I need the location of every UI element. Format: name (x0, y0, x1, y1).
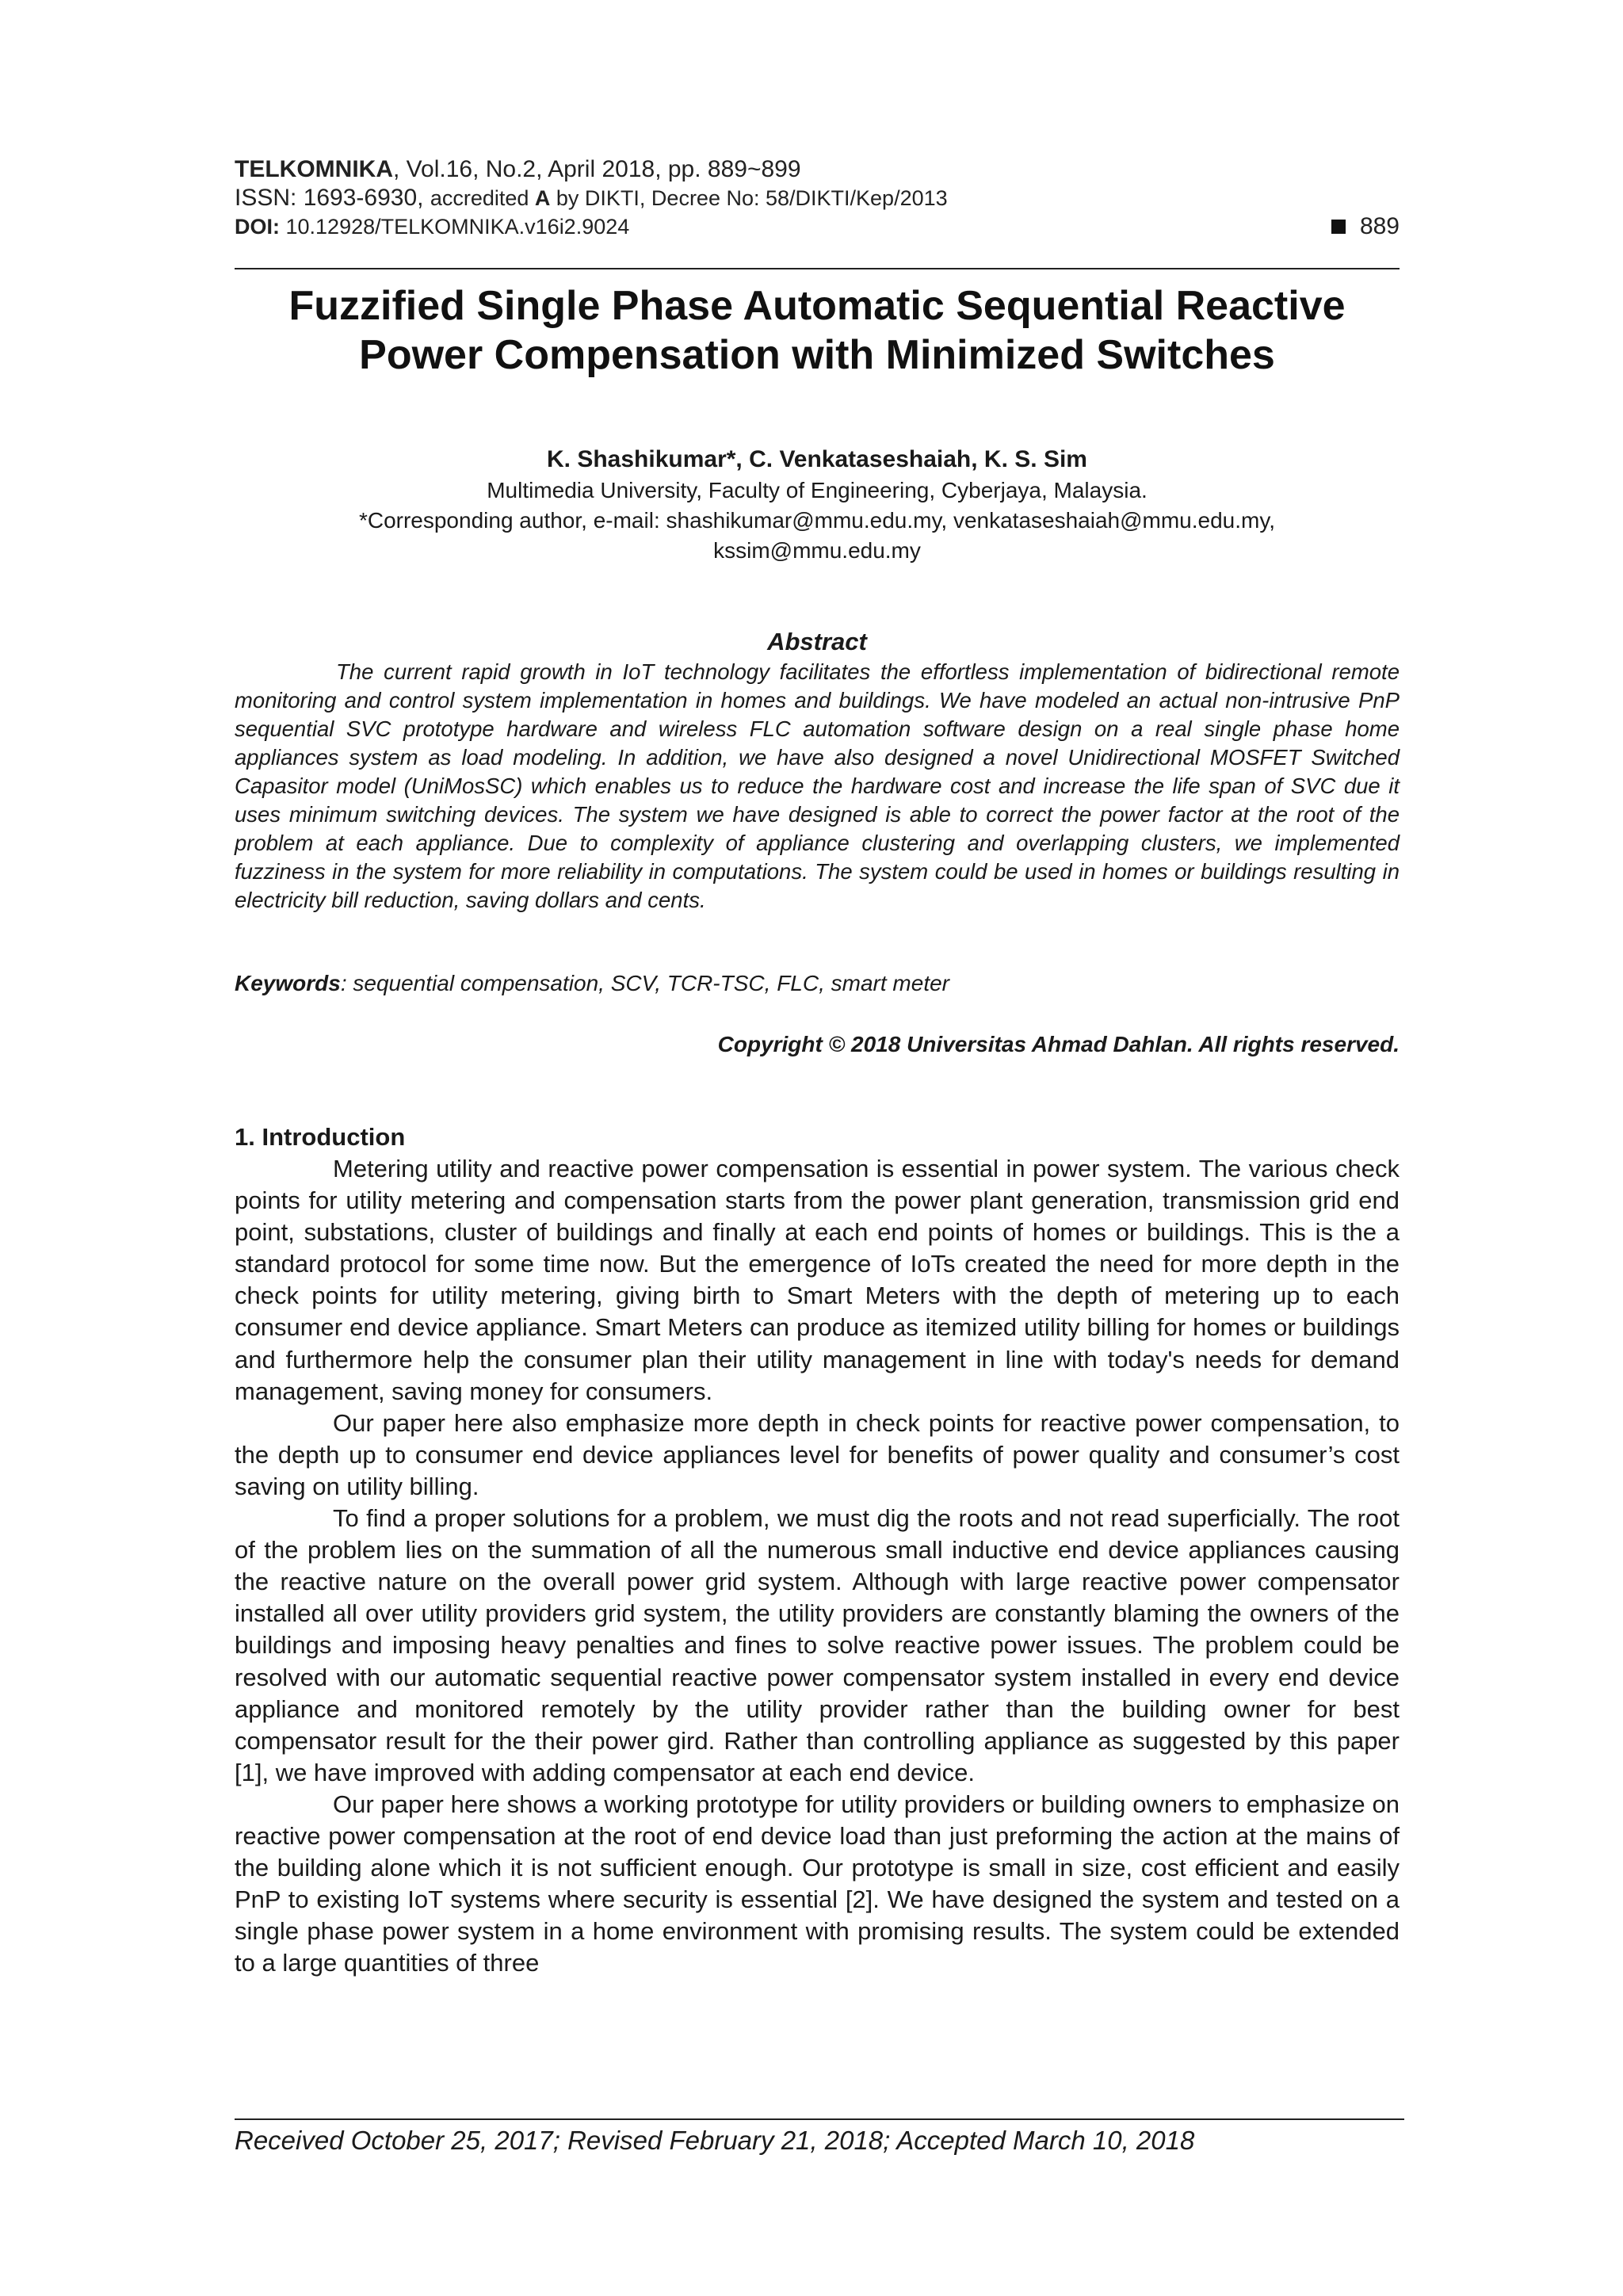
submission-dates: Received October 25, 2017; Revised February 21, 2018; Accepted March 10, 2018 (235, 2126, 1195, 2155)
copyright-notice: Copyright © 2018 Universitas Ahmad Dahlan. All rights reserved. (717, 1032, 1400, 1056)
square-bullet-icon (1331, 220, 1346, 234)
introduction-body (235, 1153, 1400, 1979)
keywords (235, 969, 1400, 998)
decree-text: by DIKTI, Decree No: 58/DIKTI/Kep/2013 (550, 186, 948, 210)
paper-title (235, 281, 1400, 380)
journal-name: TELKOMNIKA (235, 156, 393, 182)
volume-info: , Vol.16, No.2, April 2018, pp. 889~899 (392, 156, 801, 182)
title-line-2: Power Compensation with Minimized Switches (359, 332, 1275, 378)
issn-line (235, 184, 1400, 212)
title-line-1: Fuzzified Single Phase Automatic Sequential Reactive (288, 283, 1346, 329)
doi-line (235, 212, 1400, 241)
author-names: K. Shashikumar*, C. Venkataseshaiah, K. S. Sim (547, 446, 1087, 472)
author-block (235, 444, 1400, 566)
keywords-label: Keywords (235, 971, 341, 995)
corresponding-author-line-1: *Corresponding author, e-mail: shashikumar@mmu.edu.my, venkataseshaiah@mmu.edu.my, (358, 508, 1276, 533)
intro-paragraph: Our paper here also emphasize more depth in check points for reactive power compensation, to the depth up to consumer end device appliances level for benefits of power quality and consumer’s cost saving on utility billing. (235, 1408, 1400, 1500)
affiliation: Multimedia University, Faculty of Engineering, Cyberjaya, Malaysia. (487, 478, 1148, 502)
footer-rule (235, 2118, 1404, 2120)
abstract-heading: Abstract (767, 628, 867, 655)
issn: ISSN: 1693-6930, (235, 185, 430, 211)
intro-paragraph: Metering utility and reactive power compensation is essential in power system. The various check points for utility metering and compensation starts from the power plant generation, transmission grid end point, substations, cluster of buildings and finally at each end points of homes or buildings. This is the a standard protocol for some time now. But the emergence of IoTs created the need for more depth in the check points for utility metering, giving birth to Smart Meters with the depth of metering up to each consumer end device appliance. Smart Meters can produce as itemized utility billing for homes or buildings and furthermore help the consumer plan their utility management in line with today's needs for demand management, saving money for consumers. (235, 1155, 1400, 1405)
keywords-text: : sequential compensation, SCV, TCR-TSC, FLC, smart meter (340, 971, 949, 995)
intro-paragraph: To find a proper solutions for a problem, we must dig the roots and not read superficially. The root of the problem lies on the summation of all the numerous small inductive end device appliances causing the reactive nature on the overall power grid system. Although with large reactive power compensator installed all over utility providers grid system, the utility providers are constantly blaming the owners of the buildings and imposing heavy penalties and fines to solve reactive power issues. The problem could be resolved with our automatic sequential reactive power compensator system installed in every end device appliance and monitored remotely by the utility provider rather than the building owner for best compensator result for the their power gird. Rather than controlling appliance as suggested by this paper [1], we have improved with adding compensator at each end device. (235, 1504, 1400, 1786)
journal-header (235, 155, 1400, 241)
accredited-grade: A (534, 186, 551, 210)
journal-line (235, 155, 1400, 184)
section-heading-introduction: 1. Introduction (235, 1123, 406, 1151)
header-rule (235, 268, 1400, 269)
doi-label: DOI: (235, 215, 280, 239)
doi-value: 10.12928/TELKOMNIKA.v16i2.9024 (280, 215, 630, 239)
intro-paragraph: Our paper here shows a working prototype for utility providers or building owners to emphasize on reactive power compensation at the root of end device load than just preforming the action at the mains of the building alone which it is not sufficient enough. Our prototype is small in size, cost efficient and easily PnP to existing IoT systems where security is essential [2]. We have designed the system and tested on a single phase power system in a home environment with promising results. The system could be extended to a large quantities of three (235, 1790, 1400, 1977)
page-number: 889 (1359, 213, 1400, 239)
corresponding-author-line-2: kssim@mmu.edu.my (713, 538, 921, 563)
accredited-text: accredited (430, 186, 535, 210)
abstract-text: The current rapid growth in IoT technology facilitates the effortless implementation of bidirectional remote monitoring and control system implementation in homes and buildings. We have modeled an actual non-intrusive PnP sequential SVC prototype hardware and wireless FLC automation software design on a real single phase home appliances system as load modeling. In addition, we have also designed a novel Unidirectional MOSFET Switched Capasitor model (UniMosSC) which enables us to reduce the hardware cost and increase the life span of SVC due it uses minimum switching devices. The system we have designed is able to correct the power factor at the root of the problem at each appliance. Due to complexity of appliance clustering and overlapping clusters, we implemented fuzziness in the system for more reliability in computations. The system could be used in homes or buildings resulting in electricity bill reduction, saving dollars and cents. (235, 659, 1400, 912)
